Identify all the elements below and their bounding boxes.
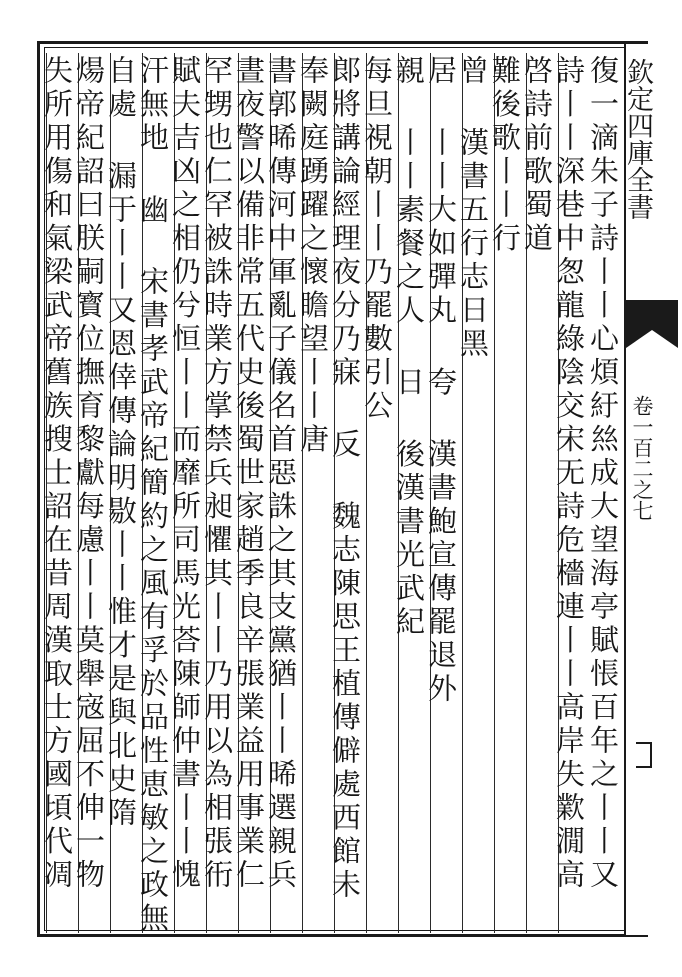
text-column-13: 罕甥也仁罕被誅時業方掌禁兵昶懼其丨丨乃用以為相張衎: [206, 53, 238, 933]
text-column-11: 書郭晞傳河中軍亂子儀名首惡誅之其支黨猶丨丨晞選親兵: [270, 53, 302, 933]
text-column-18: 失所用傷和氣梁武帝舊族搜士詔在昔周漢取士方國頃代凋: [46, 53, 78, 933]
text-column-10: 奉闕庭踴躍之懷瞻望丨丨唐: [302, 53, 334, 933]
text-column-15: 汗無地 幽 宋書孝武帝紀簡約之風有孚於品性恵敏之政無: [142, 53, 174, 933]
text-column-8: 每旦視朝丨丨乃罷數引公: [366, 53, 398, 933]
book-title: 欽定四庫全書: [622, 58, 653, 220]
text-column-1: 復一滴朱子詩丨丨心煩紆𢇁成大望海亭賦悵百年之丨丨又: [586, 55, 620, 893]
text-column-9: 郞將講論經理夜分乃寐 反 魏志陳思王植傳僻處西館未: [334, 53, 366, 933]
text-column-4: 難後歌丨丨行: [494, 53, 526, 933]
text-column-6: 居 丨丨大如彈丸 夸 漢書鮑宣傳罷退外: [430, 53, 462, 933]
text-column-12: 晝夜警以備非常五代史後蜀世家趙季良辛張業益用事業仁: [238, 53, 270, 933]
text-column-14: 賦夫吉凶之相仍兮恒丨丨而靡所司馬光荅陳師仲書丨丨愧: [174, 53, 206, 933]
text-column-3: 啓詩前歌蜀道: [526, 53, 558, 933]
fish-tail-notch: [626, 330, 678, 348]
volume-label: 卷一百二之七: [630, 395, 654, 521]
text-column-7: 親 丨丨素餐之人 日 後漢書光武紀: [398, 53, 430, 933]
text-column-2: 詩丨丨深巷中怱龍綠陰交宋无詩危檣連丨丨高岸失㱉㵎高: [558, 53, 590, 933]
text-column-17: 煬帝紀詔曰朕嗣寳位撫育黎獻每慮丨丨莫舉宼屈不伸一物: [78, 53, 110, 933]
page-number-bracket: [636, 742, 652, 768]
text-column-16: 自處 漏于丨丨又恩倖傳論明敭丨丨惟才是與北史隋: [110, 53, 142, 933]
text-column-5: 曾 漢書五行志日黑: [462, 53, 494, 933]
